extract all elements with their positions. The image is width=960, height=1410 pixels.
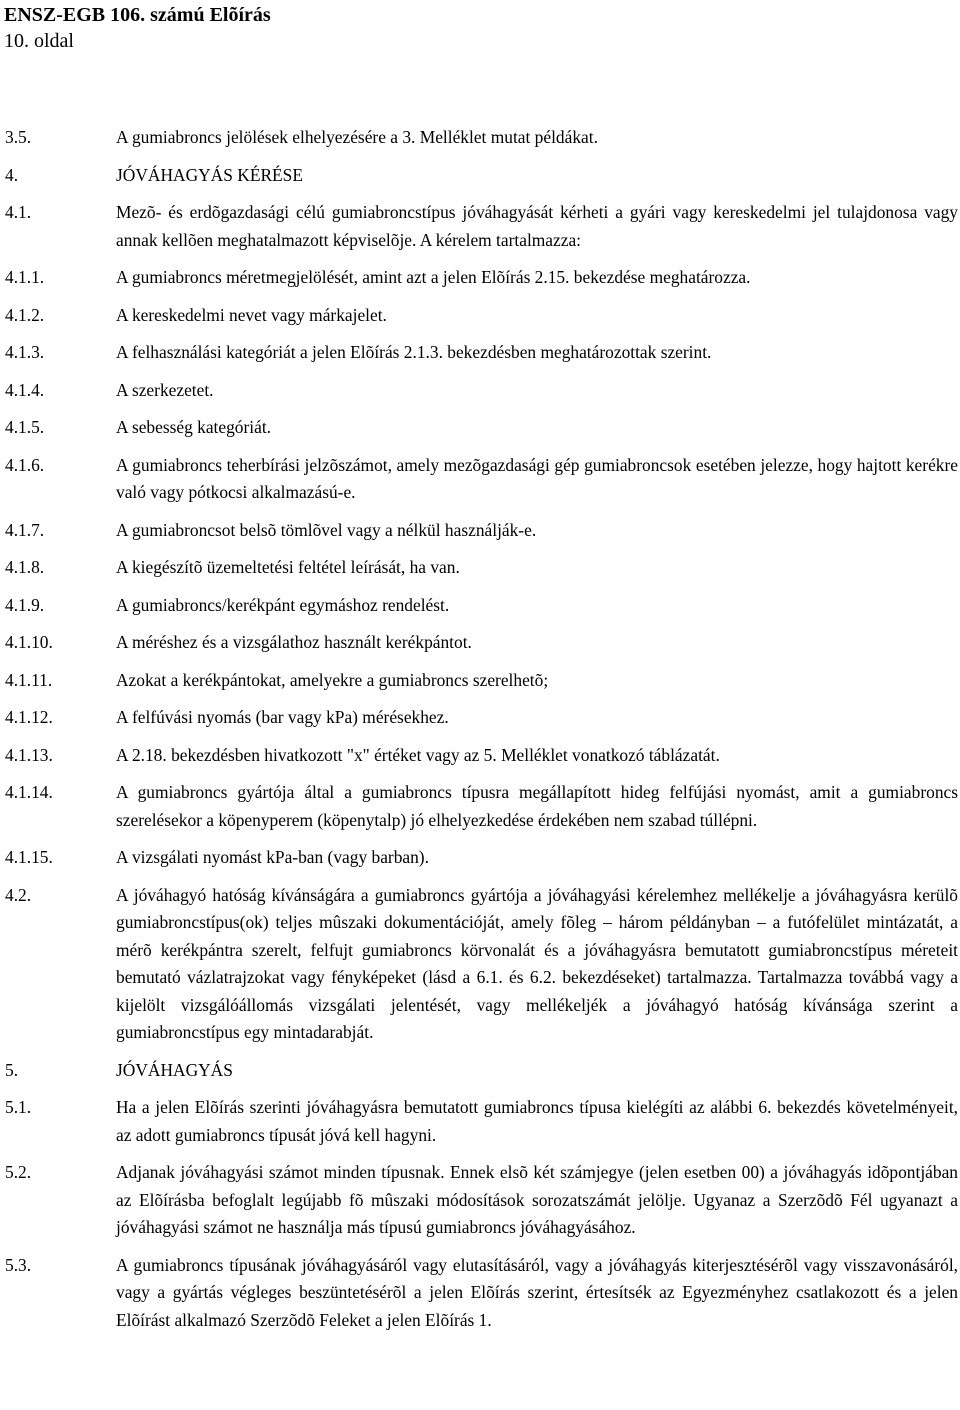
paragraph-4-1-9 xyxy=(5,592,958,620)
paragraph-text: Ha a jelen Elõírás szerinti jóváhagyásra bemutatott gumiabroncs típusa kielégíti az alábbi 6. bekezdés követelményeit, az adott gumiabroncs típusát jóvá kell hagyni. xyxy=(116,1097,958,1145)
paragraph-number: 4.1.2. xyxy=(5,304,45,325)
paragraph-number: 4.1.3. xyxy=(5,342,45,362)
paragraph-text: A jóváhagyó hatóság kívánságára a gumiabroncs gyártója a jóváhagyási kérelemhez mellékelje a jóváhagyásra kerülõ gumiabroncstípus(ok) teljes mûszaki dokumentációját, amely fõleg – három példányban – a futófelület mintázatát, a mérõ kerékpántra szerelt, felfujt gumiabroncs körvonalát és a jóváhagyásra bemutatott gumiabroncstípus méreteit bemutató vázlatrajzokat vagy fényképeket (lásd a 6.1. és 6.2. bekezdéseket) tartalmazza. Tartalmazza továbbá vagy a kijelölt vizsgálóállomás vizsgálati jelentését, vagy mellékeljék a jóváhagyó hatóság kívánsága szerint a gumiabroncstípus egy mintadarabját. xyxy=(116,884,958,1042)
paragraph-number: 3.5. xyxy=(5,127,32,147)
document-body xyxy=(5,124,958,1334)
paragraph-4-1-7 xyxy=(5,517,958,545)
paragraph-text: A gumiabroncsot belsõ tömlõvel vagy a nélkül használják-e. xyxy=(116,519,537,540)
page-header xyxy=(4,2,271,54)
paragraph-4-1-6 xyxy=(5,452,958,507)
paragraph-text: A gumiabroncs jelölések elhelyezésére a 3. Melléklet mutat példákat. xyxy=(116,127,598,147)
paragraph-number: 4.1.10. xyxy=(5,632,53,652)
paragraph-text: A méréshez és a vizsgálathoz használt kerékpántot. xyxy=(116,632,472,652)
section-heading-4 xyxy=(5,162,958,190)
paragraph-text: A gumiabroncs méretmegjelölését, amint azt a jelen Elõírás 2.15. bekezdése meghatározza. xyxy=(116,267,751,287)
paragraph-text: Azokat a kerékpántokat, amelyekre a gumiabroncs szerelhetõ; xyxy=(116,669,549,690)
paragraph-number: 4.1.13. xyxy=(5,744,53,765)
paragraph-text: A gumiabroncs/kerékpánt egymáshoz rendelést. xyxy=(116,594,450,615)
paragraph-5-2 xyxy=(5,1159,958,1242)
paragraph-5-3 xyxy=(5,1252,958,1335)
document-title: ENSZ-EGB 106. számú Elõírás xyxy=(4,4,271,26)
paragraph-number: 4. xyxy=(5,164,19,185)
paragraph-number: 5.3. xyxy=(5,1254,32,1275)
paragraph-4-1 xyxy=(5,199,958,254)
paragraph-text: A felhasználási kategóriát a jelen Elõírás 2.1.3. bekezdésben meghatározottak szerint. xyxy=(116,342,712,362)
paragraph-text: A sebesség kategóriát. xyxy=(116,417,272,437)
paragraph-number: 4.1.12. xyxy=(5,707,53,727)
paragraph-number: 4.1.5. xyxy=(5,417,45,437)
paragraph-number: 4.1.6. xyxy=(5,454,45,475)
paragraph-text: A gumiabroncs teherbírási jelzõszámot, amely mezõgazdasági gép gumiabroncsok esetében jelezze, hogy hajtott kerékre való vagy pótkocsi alkalmazású-e. xyxy=(116,454,958,502)
paragraph-4-1-5 xyxy=(5,414,958,442)
paragraph-4-1-3 xyxy=(5,339,958,367)
paragraph-text: Mezõ- és erdõgazdasági célú gumiabroncstípus jóváhagyását kérheti a gyári vagy kereskedelmi jel tulajdonosa vagy annak kellõen meghatalmazott képviselõje. A kérelem tartalmazza: xyxy=(116,202,958,250)
paragraph-number: 4.1.15. xyxy=(5,847,53,867)
paragraph-text: A felfúvási nyomás (bar vagy kPa) mérésekhez. xyxy=(116,707,449,727)
paragraph-3-5 xyxy=(5,124,958,152)
paragraph-4-1-15 xyxy=(5,844,958,872)
paragraph-number: 5.1. xyxy=(5,1097,32,1117)
paragraph-text: A gumiabroncs típusának jóváhagyásáról vagy elutasításáról, vagy a jóváhagyás kiterjesztésérõl vagy visszavonásáról, vagy a gyártás végleges beszüntetésérõl a jelen Elõírás szerint, értesítsék az Egyezményhez csatlakozott és a jelen Elõírást alkalmazó Szerzõdõ Feleket a jelen Elõírás 1. xyxy=(116,1254,958,1330)
paragraph-text: Adjanak jóváhagyási számot minden típusnak. Ennek elsõ két számjegye (jelen esetben 00) a jóváhagyás idõpontjában az Elõírásba befoglalt legújabb fõ mûszaki módosítások sorozatszámát jelölje. Ugyanaz a Szerzõdõ Fél ugyanazt a jóváhagyási számot ne használja más típusú gumiabroncs jóváhagyásához. xyxy=(116,1162,958,1237)
page-number: 10. oldal xyxy=(4,30,74,52)
paragraph-number: 4.1.8. xyxy=(5,557,45,577)
paragraph-4-1-2 xyxy=(5,302,958,330)
paragraph-number: 4.1.4. xyxy=(5,379,45,400)
paragraph-number: 5. xyxy=(5,1059,19,1080)
paragraph-number: 4.1.14. xyxy=(5,782,53,802)
paragraph-4-1-1 xyxy=(5,264,958,292)
paragraph-text: A kereskedelmi nevet vagy márkajelet. xyxy=(116,304,387,325)
paragraph-number: 5.2. xyxy=(5,1162,32,1182)
section-heading-5 xyxy=(5,1057,958,1085)
paragraph-text: A kiegészítõ üzemeltetési feltétel leírását, ha van. xyxy=(116,557,460,577)
paragraph-4-1-4 xyxy=(5,377,958,405)
paragraph-4-1-12 xyxy=(5,704,958,732)
paragraph-number: 4.1.7. xyxy=(5,519,45,540)
paragraph-number: 4.1.1. xyxy=(5,267,45,287)
paragraph-text: A gumiabroncs gyártója által a gumiabroncs típusra megállapított hideg felfújási nyomást, amit a gumiabroncs szerelésekor a köpenyperem (köpenytalp) jó elhelyezkedése érdekében nem szabad túllépni. xyxy=(116,782,958,830)
paragraph-4-1-13 xyxy=(5,742,958,770)
paragraph-text: A vizsgálati nyomást kPa-ban (vagy barban). xyxy=(116,847,429,867)
section-heading: JÓVÁHAGYÁS xyxy=(116,1059,233,1080)
section-heading: JÓVÁHAGYÁS KÉRÉSE xyxy=(116,164,303,185)
paragraph-number: 4.1. xyxy=(5,202,32,222)
paragraph-4-1-8 xyxy=(5,554,958,582)
paragraph-number: 4.1.11. xyxy=(5,669,53,690)
paragraph-text: A szerkezetet. xyxy=(116,379,214,400)
paragraph-number: 4.2. xyxy=(5,884,32,905)
paragraph-4-1-11 xyxy=(5,667,958,695)
paragraph-4-1-14 xyxy=(5,779,958,834)
paragraph-4-1-10 xyxy=(5,629,958,657)
paragraph-text: A 2.18. bekezdésben hivatkozott "x" értéket vagy az 5. Melléklet vonatkozó táblázatát. xyxy=(116,744,720,765)
paragraph-5-1 xyxy=(5,1094,958,1149)
paragraph-number: 4.1.9. xyxy=(5,594,45,615)
paragraph-4-2 xyxy=(5,882,958,1047)
